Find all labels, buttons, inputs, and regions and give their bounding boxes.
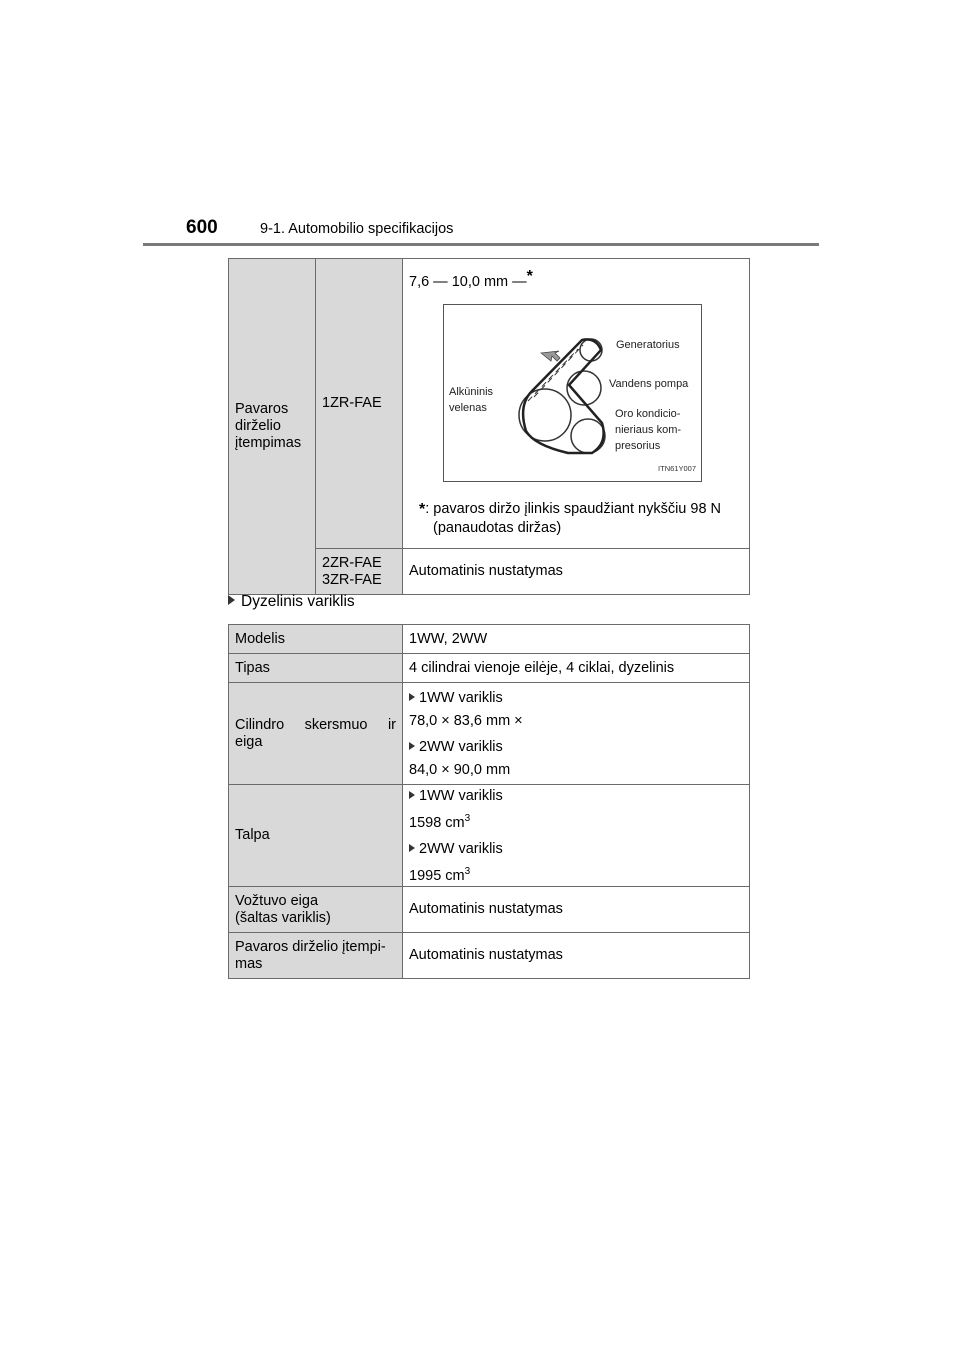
triangle-bullet-icon	[409, 844, 415, 852]
label-water-pump: Vandens pompa	[609, 378, 689, 390]
unit-superscript: 3	[464, 812, 471, 824]
triangle-bullet-icon	[409, 693, 415, 701]
type-value: 4 cilindrai vienoje eilėje, 4 ciklai, dyzelinis	[403, 654, 750, 683]
valve-clearance-value: Automatinis nustatymas	[403, 887, 750, 933]
bore-2ww-value: 84,0 × 90,0 mm	[409, 761, 511, 778]
belt-routing-diagram	[443, 304, 702, 482]
label-ac-3: presorius	[615, 440, 661, 452]
bore-stroke-value-cell	[403, 683, 750, 785]
displacement-value-cell	[403, 785, 750, 887]
type-label: Tipas	[229, 654, 403, 683]
spec-asterisk: *	[526, 268, 533, 285]
disp-2ww-value: 1995 cm	[409, 867, 465, 884]
belt-tension-label-cell	[229, 259, 316, 595]
displacement-label: Talpa	[229, 785, 403, 887]
belt-tension-label-line: įtempimas	[235, 435, 302, 451]
engine-1zr-label: 1ZR-FAE	[322, 395, 382, 411]
engine-2zr-3zr-value: Automatinis nustatymas	[403, 549, 750, 595]
diesel-heading-text: Dyzelinis variklis	[241, 593, 355, 610]
diesel-heading	[228, 593, 355, 611]
label-crankshaft-1: Alkūninis	[449, 386, 494, 398]
label-crankshaft-2: velenas	[449, 402, 487, 414]
diesel-spec-table	[228, 624, 750, 979]
bore-1ww-head: 1WW variklis	[419, 689, 503, 706]
valve-clearance-label-cell	[229, 887, 403, 933]
belt-label-line-2: mas	[235, 955, 263, 972]
model-label: Modelis	[229, 625, 403, 654]
bore-label-text: Cilindro skersmuo ir	[235, 716, 396, 733]
engine-3zr-label: 3ZR-FAE	[322, 571, 382, 588]
belt-tension-table	[228, 258, 750, 595]
label-ac-1: Oro kondicio-	[615, 408, 681, 420]
bore-label-line-2: eiga	[235, 733, 263, 750]
belt-tension-label-line: Pavaros	[235, 401, 289, 417]
valve-label-line-1: Vožtuvo eiga	[235, 892, 319, 909]
section-title: 9-1. Automobilio specifikacijos	[260, 221, 454, 237]
belt-tension-diesel-value: Automatinis nustatymas	[403, 933, 750, 979]
triangle-bullet-icon	[228, 595, 235, 605]
page-number: 600	[186, 217, 218, 238]
belt-note	[419, 500, 749, 538]
header-rule	[143, 243, 819, 246]
valve-label-line-2: (šaltas variklis)	[235, 909, 331, 926]
label-generator: Generatorius	[616, 339, 680, 351]
bore-1ww-value: 78,0 × 83,6 mm ×	[409, 712, 523, 729]
belt-spec-value: 7,6 — 10,0 mm —	[409, 274, 527, 290]
unit-superscript: 3	[464, 865, 471, 877]
bore-2ww-head: 2WW variklis	[419, 738, 503, 755]
triangle-bullet-icon	[409, 742, 415, 750]
belt-tension-diesel-label-cell	[229, 933, 403, 979]
bore-stroke-label-cell	[229, 683, 403, 785]
model-value: 1WW, 2WW	[403, 625, 750, 654]
engine-2zr-label: 2ZR-FAE	[322, 554, 382, 571]
bore-label-line-1	[235, 717, 396, 734]
note-asterisk: *	[419, 501, 426, 518]
label-ac-2: nieriaus kom-	[615, 424, 682, 436]
disp-2ww-head: 2WW variklis	[419, 840, 503, 857]
belt-tension-label-line: dirželio	[235, 418, 281, 434]
disp-1ww-head: 1WW variklis	[419, 787, 503, 804]
belt-spec-cell	[403, 259, 750, 549]
triangle-bullet-icon	[409, 791, 415, 799]
engine-2zr-3zr-cell	[316, 549, 403, 595]
engine-1zr-cell	[316, 259, 403, 549]
diagram-code: ITN61Y007	[658, 464, 696, 473]
note-line-1: : pavaros diržo įlinkis spaudžiant nykščiu 98 N	[425, 501, 722, 517]
note-line-2: (panaudotas diržas)	[433, 520, 562, 536]
belt-label-line-1: Pavaros dirželio įtempi-	[235, 938, 386, 955]
disp-1ww-value: 1598 cm	[409, 814, 465, 831]
